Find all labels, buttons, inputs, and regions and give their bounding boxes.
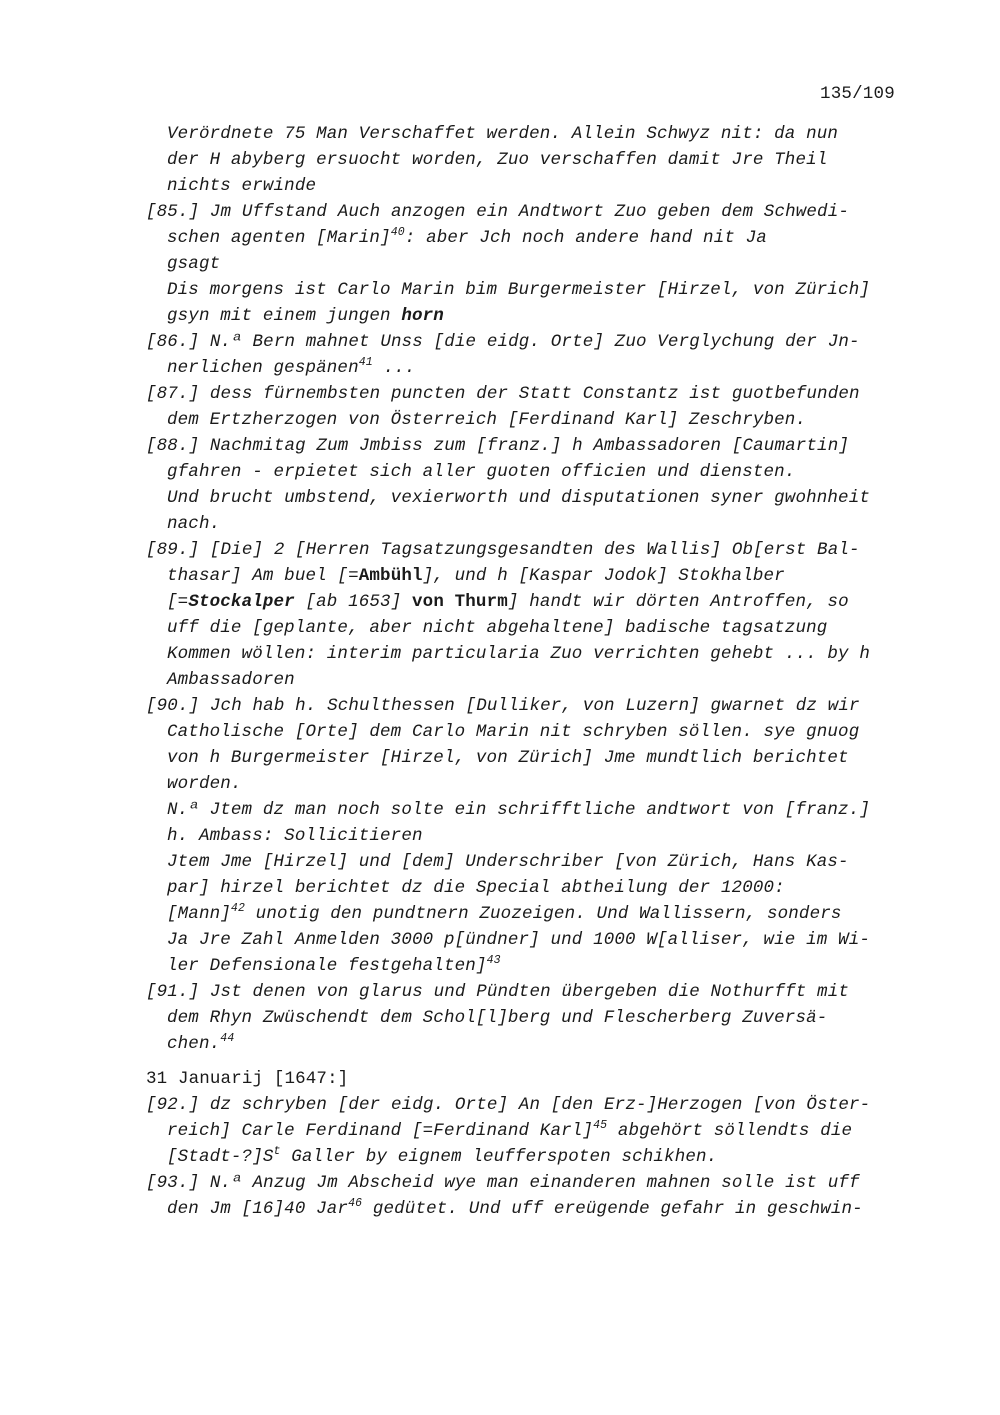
- text-line: [85.] Jm Uffstand Auch anzogen ein Andtwort Zuo geben dem Schwedi-: [146, 202, 850, 222]
- entry-87: [146, 381, 916, 433]
- entry-92: [146, 1092, 916, 1170]
- text-line: [92.] dz schryben [der eidg. Orte] An [den Erz-]Herzogen [von Öster-: [146, 1095, 871, 1115]
- text-line: gsagt: [167, 254, 221, 274]
- text-line: par] hirzel berichtet dz die Special abtheilung der 12000:: [167, 878, 785, 898]
- text-line: der H abyberg ersuocht worden, Zuo verschaffen damit Jre Theil: [167, 150, 828, 170]
- entry-91: [146, 979, 916, 1057]
- text-line: [93.] N.ª Anzug Jm Abscheid wye man einanderen mahnen solle ist uff: [146, 1173, 860, 1193]
- text-line: gfahren - erpietet sich aller guoten officien und diensten.: [167, 462, 796, 482]
- bold-term: Stockalper: [188, 592, 295, 612]
- text-line: dem Ertzherzogen von Österreich [Ferdinand Karl] Zeschryben.: [167, 410, 807, 430]
- entry-86: [146, 329, 916, 381]
- bold-term: von Thurm: [412, 592, 508, 612]
- text-line: Catholische [Orte] dem Carlo Marin nit schryben söllen. sye gnuog: [167, 722, 860, 742]
- text-line: Ja Jre Zahl Anmelden 3000 p[ündner] und 1000 W[alliser, wie im Wi-: [167, 930, 871, 950]
- entry-89: [146, 537, 916, 693]
- text-line: uff die [geplante, aber nicht abgehaltene] badische tagsatzung: [167, 618, 828, 638]
- footnote-ref-41: 41: [358, 356, 373, 369]
- footnote-ref-45: 45: [593, 1119, 608, 1132]
- text-line: [87.] dess fürnembsten puncten der Statt Constantz ist guotbefunden: [146, 384, 860, 404]
- entry-93: [146, 1170, 916, 1222]
- text-line: [88.] Nachmitag Zum Jmbiss zum [franz.] h Ambassadoren [Caumartin]: [146, 436, 850, 456]
- text-line: h. Ambass: Sollicitieren: [167, 826, 423, 846]
- text-line: Und brucht umbstend, vexierworth und disputationen syner gwohnheit: [167, 488, 871, 508]
- document-body: [146, 121, 916, 1222]
- page-number: 135/109: [820, 84, 895, 104]
- date-heading: 31 Januarij [1647:]: [146, 1069, 349, 1089]
- text-line: schen agenten [Marin]$^{40}$: aber Jch noch andere hand nit Ja: [167, 226, 767, 248]
- footnote-ref-46: 46: [348, 1197, 363, 1210]
- text-line: von h Burgermeister [Hirzel, von Zürich] Jme mundtlich berichtet: [167, 748, 849, 768]
- text-line: N.ª Jtem dz man noch solte ein schrifftliche andtwort von [franz.]: [167, 800, 871, 820]
- superscript-t: t: [273, 1145, 281, 1158]
- text-line: nach.: [167, 514, 221, 534]
- text-line: $[Stadt-?]S^t$ Galler by eignem leufferspoten schikhen.: [167, 1145, 718, 1167]
- text-line: [Mann]$^{42}$ unotig den pundtnern Zuozeigen. Und Wallissern, sonders: [167, 902, 842, 924]
- entry-85: [146, 199, 916, 329]
- text-line: Kommen wöllen: interim particularia Zuo verrichten gehebt ... by h: [167, 644, 871, 664]
- entry-90: [146, 693, 916, 979]
- text-line: reich] Carle Ferdinand [=Ferdinand Karl]$^{45}$ abgehört söllendts die: [167, 1119, 853, 1141]
- text-line: nichts erwinde: [167, 176, 317, 196]
- text-line: ler Defensionale festgehalten]$^{43}$: [167, 954, 501, 976]
- footnote-ref-40: 40: [390, 226, 405, 239]
- footnote-ref-43: 43: [486, 954, 501, 967]
- footnote-ref-44: 44: [220, 1032, 235, 1045]
- bold-term: Ambühl: [358, 566, 423, 586]
- bold-term: horn: [401, 306, 444, 326]
- section-gap: [146, 1057, 916, 1066]
- text-line: Verördnete 75 Man Verschaffet werden. Allein Schwyz nit: da nun: [167, 124, 839, 144]
- text-line: Ambassadoren: [167, 670, 295, 690]
- text-line: [89.] [Die] 2 [Herren Tagsatzungsgesandten des Wallis] Ob[erst Bal-: [146, 540, 860, 560]
- text-line: den Jm [16]40 Jar$^{46}$ gedütet. Und uff ereügende gefahr in geschwin-: [167, 1197, 863, 1219]
- footnote-ref-42: 42: [230, 902, 246, 915]
- text-line: thasar] Am buel [=Ambühl], und h [Kaspar Jodok] Stokhalber: [167, 566, 785, 586]
- entry-88: [146, 433, 916, 537]
- text-line: worden.: [167, 774, 242, 794]
- text-line: chen.$^{44}$: [167, 1032, 235, 1054]
- date-heading-block: [146, 1066, 916, 1092]
- text-line: [=Stockalper [ab 1653] von Thurm] handt wir dörten Antroffen, so: [167, 592, 849, 612]
- text-line: Jtem Jme [Hirzel] und [dem] Underschriber [von Zürich, Hans Kas-: [167, 852, 849, 872]
- text-line: dem Rhyn Zwüschendt dem Schol[l]berg und Flescherberg Zuversä-: [167, 1008, 828, 1028]
- text-line: [86.] N.ª Bern mahnet Unss [die eidg. Orte] Zuo Verglychung der Jn-: [146, 332, 860, 352]
- text-line: nerlichen gespänen$^{41}$ ...: [167, 356, 416, 378]
- entry-continuation: [146, 121, 916, 199]
- text-line: gsyn mit einem jungen horn: [167, 306, 444, 326]
- text-line: [90.] Jch hab h. Schulthessen [Dulliker, von Luzern] gwarnet dz wir: [146, 696, 860, 716]
- text-line: [91.] Jst denen von glarus und Pündten übergeben die Nothurfft mit: [146, 982, 850, 1002]
- text-line: Dis morgens ist Carlo Marin bim Burgermeister [Hirzel, von Zürich]: [167, 280, 871, 300]
